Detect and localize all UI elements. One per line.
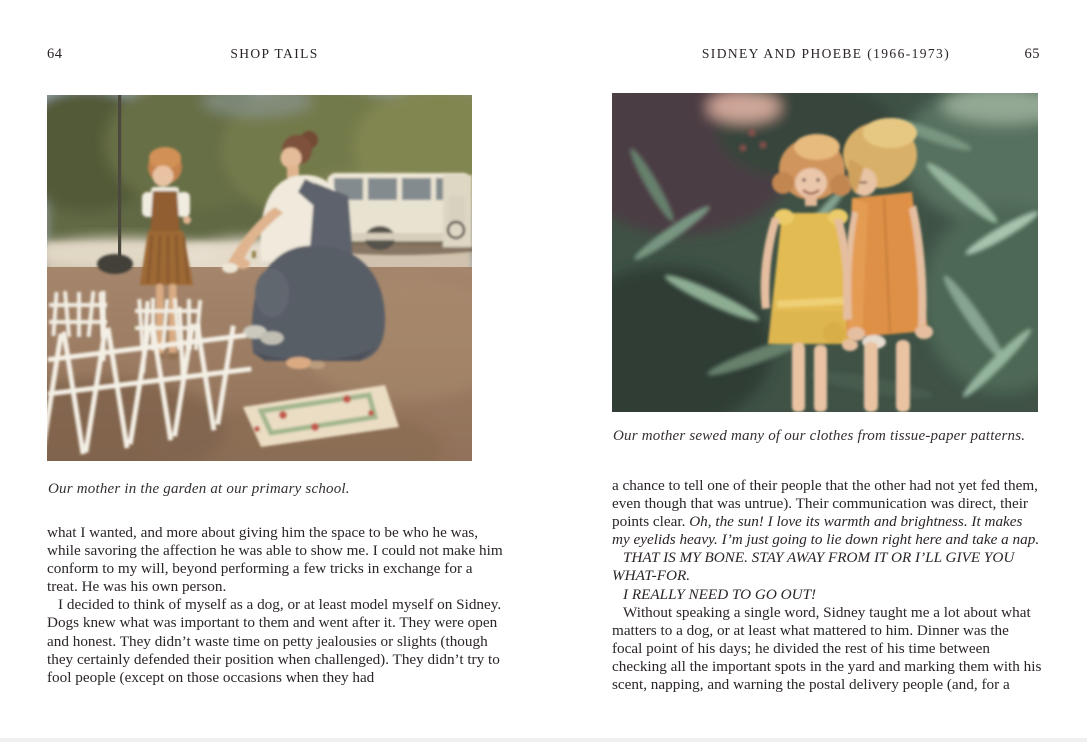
right-running-head: SIDNEY AND PHOEBE (1966-1973) — [701, 46, 951, 61]
paragraph — [612, 477, 1043, 549]
left-body-text — [47, 524, 505, 687]
paragraph-italic-segment: Oh, the sun! I love its warmth and brightness. It makes my eyelids heavy. I’m just going to lie down right here and take a nap. — [612, 513, 1040, 549]
left-running-head: SHOP TAILS — [230, 46, 319, 61]
page-bottom-edge — [0, 738, 1087, 742]
photo-wash — [612, 93, 1038, 412]
left-photo-caption: Our mother in the garden at our primary school. — [48, 481, 350, 497]
sisters-photo — [612, 93, 1038, 412]
right-body-text — [612, 477, 1043, 694]
paragraph-roman-segment: a chance to tell one of their people that the other had not yet fed them, even though that was untrue). Their communication was direct, their points clear. — [612, 477, 1038, 531]
paragraph: I decided to think of myself as a dog, or at least model myself on Sidney. Dogs knew what was important to them and went after it. They were open and honest. They didn’t waste time on petty jealousies or slights (though they certainly defended their position when challenged). They didn’t try to fool people (except on those occasions when they had — [47, 596, 502, 686]
paragraph: what I wanted, and more about giving him the space to be who he was, while savoring the affection he was able to show me. I could not make him conform to my will, beyond performing a few tricks in exchange for a treat. He was his own person. — [47, 524, 503, 596]
photo-wash — [47, 95, 472, 461]
paragraph: Without speaking a single word, Sidney taught me a lot about what matters to a dog, or at least what mattered to him. Dinner was the focal point of his days; he divided the rest of his time between checking all the important spots in the yard and marking them with his scent, napping, and warning the postal delivery people (and, for a — [612, 603, 1042, 694]
dog-dialogue-paragraph: THAT IS MY BONE. STAY AWAY FROM IT OR I’LL GIVE YOU WHAT-FOR. — [612, 549, 1015, 585]
right-photo-caption: Our mother sewed many of our clothes from tissue-paper patterns. — [613, 428, 1026, 444]
dog-dialogue-paragraph: I REALLY NEED TO GO OUT! — [623, 585, 817, 603]
garden-photo — [47, 95, 472, 461]
left-page-number: 64 — [47, 46, 63, 62]
right-page-number: 65 — [1024, 46, 1040, 62]
